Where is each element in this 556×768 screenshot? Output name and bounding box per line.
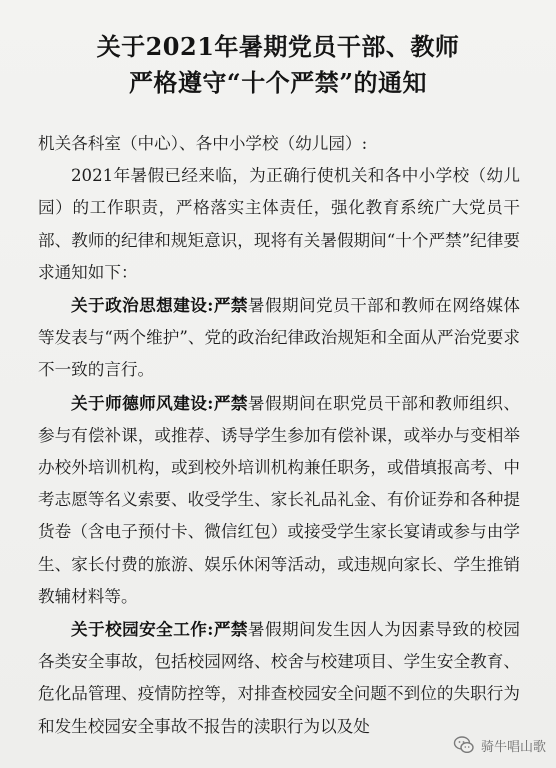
item-heading: 关于校园安全工作: [71, 619, 214, 640]
item-text: 暑假期间发生因人为因素导致的校园各类安全事故，包括校园网络、校舍与校建项目、学生安全教育、危化品管理、疫情防控等，对排查校园安全问题不到位的失职行为和发生校园安全事故不报告的渎职行为以及处 [38, 620, 521, 736]
item-keyword: 严禁 [213, 295, 248, 316]
item-keyword: 严禁 [213, 392, 248, 413]
item-paragraph-ethics [38, 387, 520, 613]
watermark [453, 734, 546, 756]
item-keyword: 严禁 [213, 619, 248, 640]
watermark-text: 骑牛唱山歌 [480, 739, 546, 755]
item-paragraph-safety [38, 613, 520, 743]
document-title-line-2: 严格遵守“十个严禁”的通知 [128, 68, 428, 97]
addressee: 机关各科室（中心）、各中小学校（幼儿园）: [38, 134, 368, 153]
document-title-line-1: 关于2021年暑期党员干部、教师 [96, 32, 460, 61]
document-body [38, 128, 520, 743]
wechat-icon [453, 734, 475, 756]
item-text: 暑假期间党员干部和教师在网络媒体等发表与“两个维护”、党的政治纪律政治规矩和全面从严治党要求不一致的言行。 [38, 296, 521, 380]
intro-paragraph: 2021年暑假已经来临，为正确行使机关和各中小学校（幼儿园）的工作职责，严格落实主体责任，强化教育系统广大党员干部、教师的纪律和规矩意识，现将有关暑假期间“十个严禁”纪律要求通知如下： [38, 166, 520, 282]
item-heading: 关于师德师风建设: [71, 392, 214, 413]
item-paragraph-political [38, 289, 520, 387]
item-text: 暑假期间在职党员干部和教师组织、参与有偿补课，或推荐、诱导学生参加有偿补课，或举办与变相举办校外培训机构，或到校外培训机构兼任职务，或借填报高考、中考志愿等名义索要、收受学生、家长礼品礼金、有价证券和各种提货卷（含电子预付卡、微信红包）或接受学生家长宴请或参与由学生、家长付费的旅游、娱乐休闲等活动，或违规向家长、学生推销教辅材料等。 [38, 393, 521, 606]
item-heading: 关于政治思想建设: [71, 295, 214, 316]
